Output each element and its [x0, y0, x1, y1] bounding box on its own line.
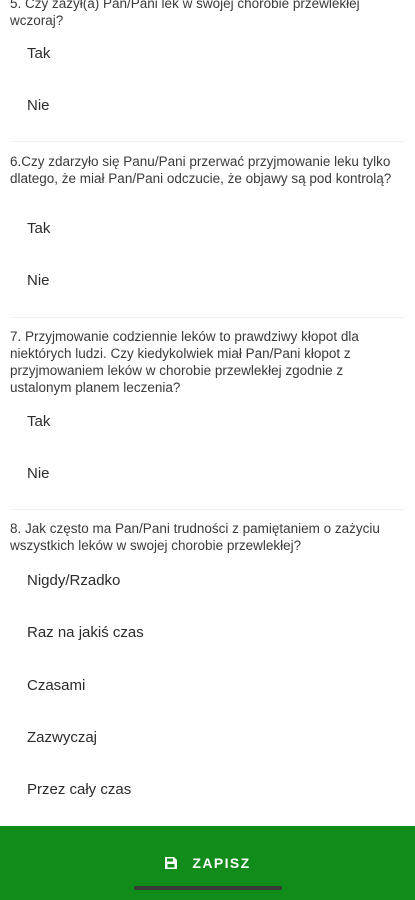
question-7-text: 7. Przyjmowanie codziennie leków to prawdziwy kłopot dla niektórych ludzi. Czy kiedykolwiek miał Pan/Pani kłopot z przyjmowaniem leków w chorobie przewlekłej zgodnie z ustalonym planem leczenia? — [10, 329, 359, 395]
question-8-option-przez-caly-czas[interactable]: Przez cały czas — [27, 781, 132, 798]
question-8-option-czasami[interactable]: Czasami — [27, 677, 86, 694]
save-button-content — [0, 854, 415, 872]
question-divider — [10, 317, 405, 318]
question-8-text: 8. Jak często ma Pan/Pani trudności z pamiętaniem o zażyciu wszystkich leków w swojej chorobie przewlekłej? — [10, 521, 380, 553]
question-8-option-nigdy-rzadko[interactable]: Nigdy/Rzadko — [27, 572, 121, 589]
question-5-option-tak[interactable]: Tak — [27, 45, 51, 62]
question-8-option-raz-na-jakis-czas[interactable]: Raz na jakiś czas — [27, 624, 144, 641]
question-6-option-nie[interactable]: Nie — [27, 272, 50, 289]
save-icon — [164, 856, 178, 870]
question-5-text: 5. Czy zażył(a) Pan/Pani lek w swojej chorobie przewlekłej wczoraj? — [10, 0, 360, 28]
save-button-label: ZAPISZ — [192, 855, 251, 871]
question-divider — [10, 141, 405, 142]
question-6-text: 6.Czy zdarzyło się Panu/Pani przerwać przyjmowanie leku tylko dlatego, że miał Pan/Pani odczucie, że objawy są pod kontrolą? — [10, 154, 392, 186]
question-5-option-nie[interactable]: Nie — [27, 97, 50, 114]
home-indicator — [134, 886, 282, 890]
question-divider — [10, 509, 405, 510]
question-6-option-tak[interactable]: Tak — [27, 220, 51, 237]
question-8-option-zazwyczaj[interactable]: Zazwyczaj — [27, 729, 98, 746]
question-7-option-nie[interactable]: Nie — [27, 465, 50, 482]
question-7-option-tak[interactable]: Tak — [27, 413, 51, 430]
